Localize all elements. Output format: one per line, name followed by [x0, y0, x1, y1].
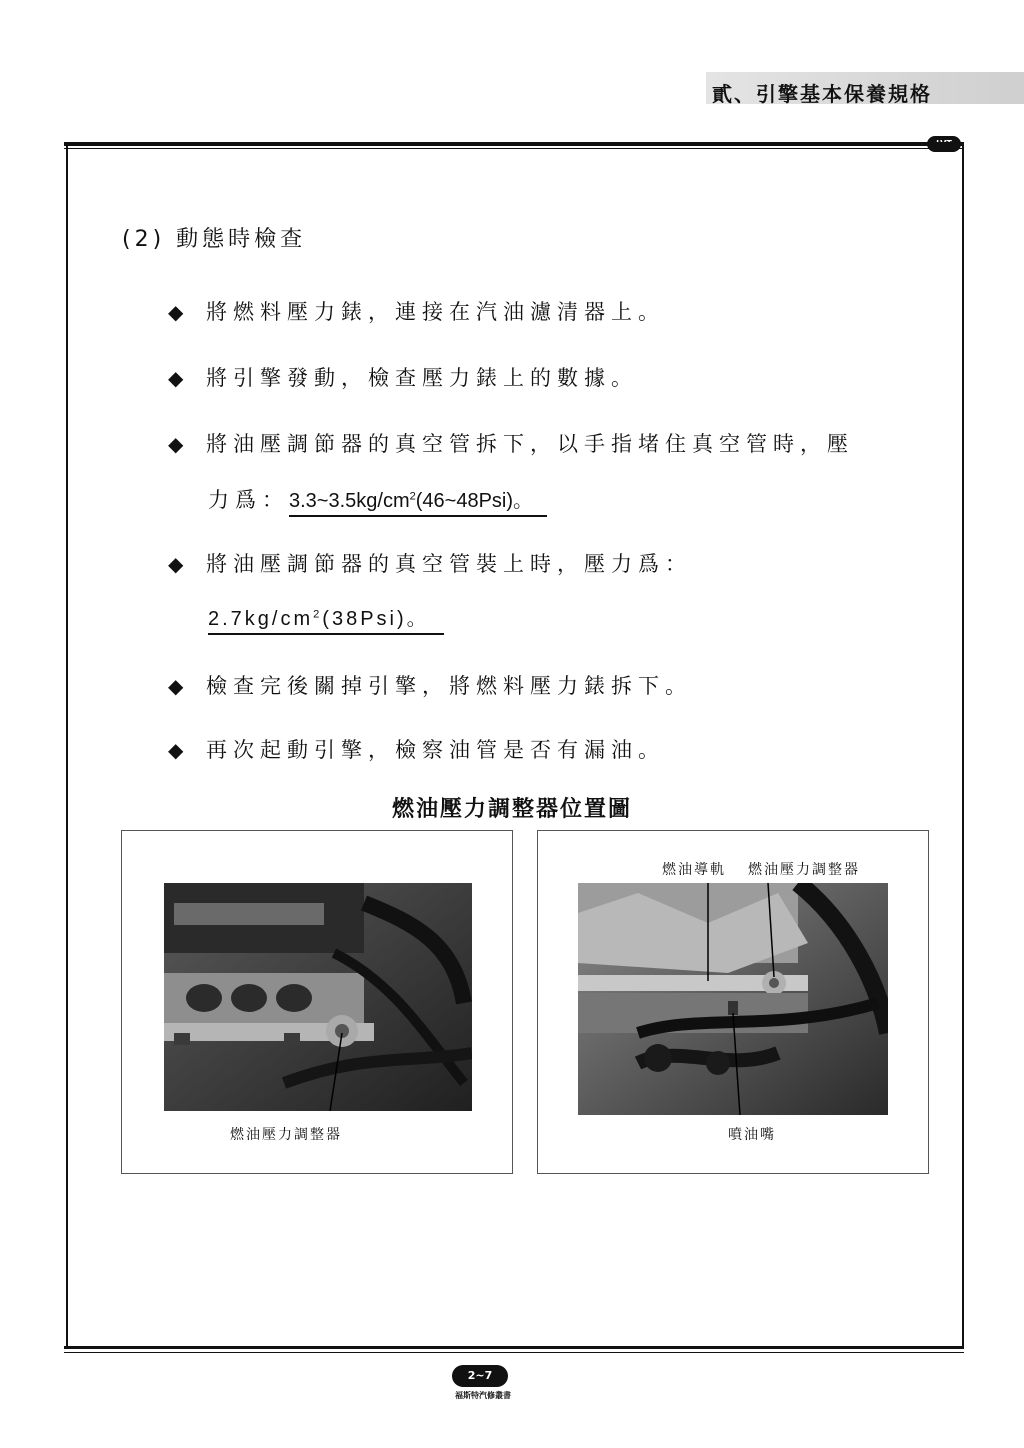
left-photo-panel: [121, 830, 513, 1174]
pressure-spec: $2.7kg/cm^2(38Psi)$。: [208, 608, 444, 635]
diamond-bullet-icon: ◆: [168, 674, 184, 698]
bullet-text: 將油壓調節器的真空管拆下，以手指堵住真空管時，壓: [206, 432, 854, 456]
bullet-item: [168, 670, 692, 700]
top-rule-thin: [64, 148, 964, 149]
left-photo-caption: 燃油壓力調整器: [230, 1127, 342, 1143]
diamond-bullet-icon: ◆: [168, 552, 184, 576]
engine-photo-right: [578, 883, 888, 1115]
injector-label: 噴油嘴: [728, 1127, 776, 1143]
bullet-text: 再次起動引擎，檢察油管是否有漏油。: [206, 738, 665, 762]
bullet-item: [168, 548, 692, 578]
fuel-rail-label: 燃油導軌: [662, 862, 726, 878]
bullet-text: 將油壓調節器的真空管裝上時，壓力爲：: [206, 552, 692, 576]
top-rule: [64, 142, 964, 146]
bullet-text: 將燃料壓力錶，連接在汽油濾清器上。: [206, 300, 665, 324]
bullet-item: [168, 296, 665, 326]
diamond-bullet-icon: ◆: [168, 366, 184, 390]
bullet-item: [168, 362, 638, 392]
page-number-badge: 2~7: [452, 1365, 508, 1387]
footer-series-title: 福斯特汽修叢書: [455, 1391, 511, 1400]
bullet-continuation: [208, 484, 547, 514]
bullet-text: 將引擎發動，檢查壓力錶上的數據。: [206, 366, 638, 390]
frame-right: [962, 146, 964, 1346]
bullet-text: 檢查完後關掉引擎，將燃料壓力錶拆下。: [206, 674, 692, 698]
diamond-bullet-icon: ◆: [168, 300, 184, 324]
frame-left: [66, 146, 68, 1346]
bottom-rule: [64, 1346, 964, 1349]
bottom-rule-thin: [64, 1352, 964, 1353]
section-title: (2) 動態時檢查: [122, 227, 307, 252]
pressure-regulator-label: 燃油壓力調整器: [748, 862, 860, 878]
diamond-bullet-icon: ◆: [168, 432, 184, 456]
chapter-title: 貳、引擎基本保養規格: [712, 82, 932, 106]
pressure-spec: $3.3\sim 3.5kg/cm^2(46\sim 48Psi)$。: [289, 490, 547, 517]
bullet-item: [168, 428, 854, 458]
bullet-item: [168, 734, 665, 764]
right-photo-panel: [537, 830, 929, 1174]
figure-title: 燃油壓力調整器位置圖: [391, 797, 632, 822]
bullet-prefix: 力爲：: [208, 488, 289, 512]
engine-photo-left: [164, 883, 472, 1111]
diamond-bullet-icon: ◆: [168, 738, 184, 762]
bullet-continuation: [208, 602, 444, 631]
